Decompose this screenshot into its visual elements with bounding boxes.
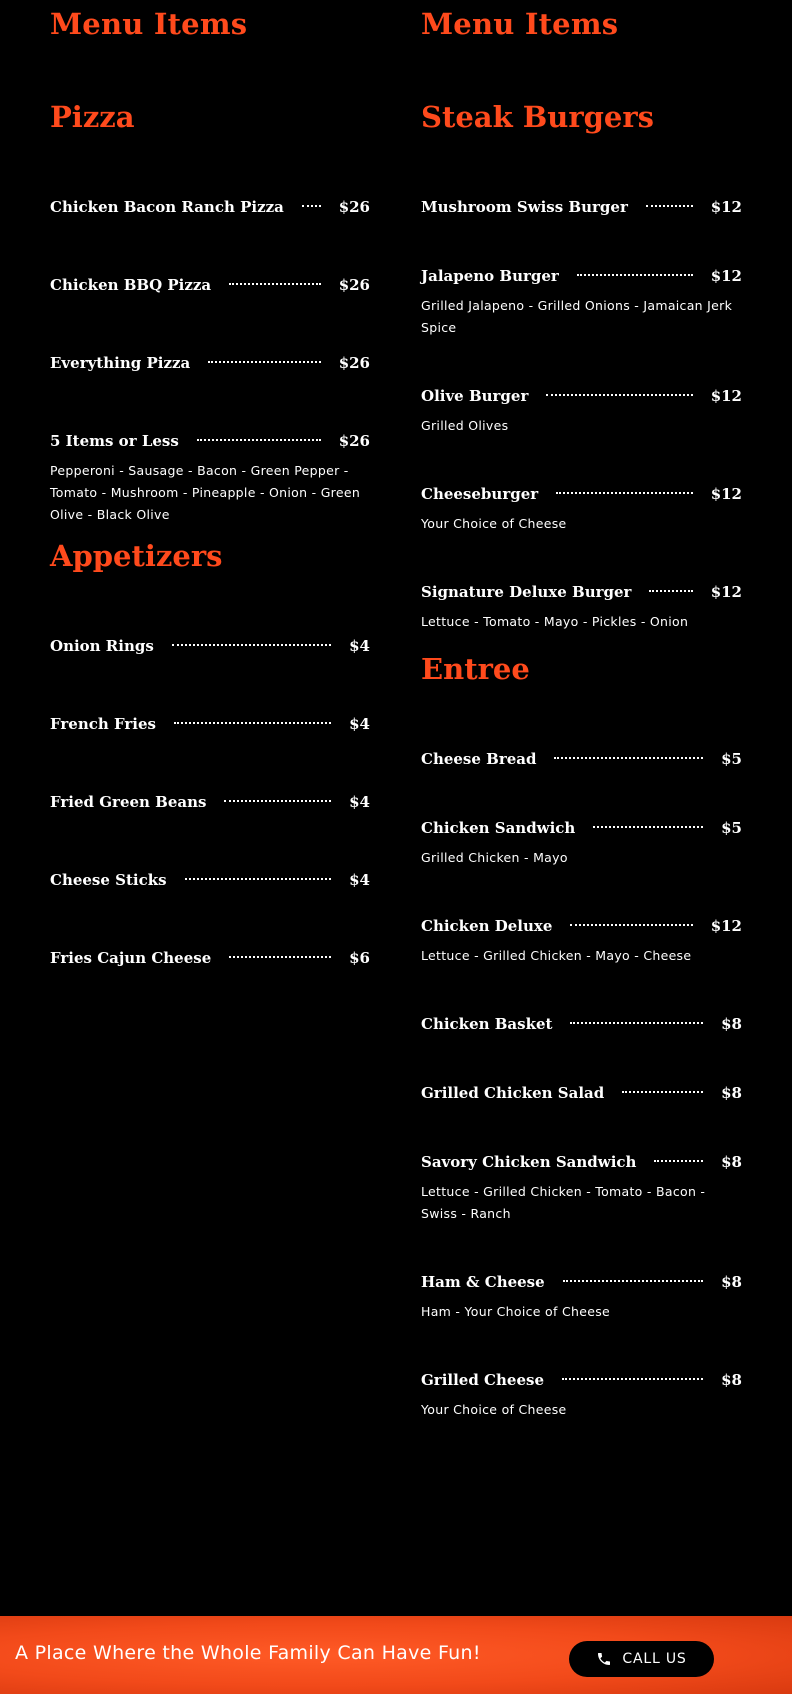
item-name: Chicken BBQ Pizza [50,276,212,294]
menu-item-signature-deluxe-burger [421,580,742,633]
menu-item-row [50,273,370,297]
menu-item-5-items-or-less [50,429,370,526]
item-description: Lettuce - Grilled Chicken - Tomato - Bacon - Swiss - Ranch [421,1184,706,1221]
menu-item-row [421,580,742,604]
item-price: $26 [338,198,370,216]
dotted-leader [172,644,331,646]
item-description: Lettuce - Tomato - Mayo - Pickles - Onion [421,614,689,629]
menu-item-chicken-bbq-pizza [50,273,370,297]
menu-item-row [421,914,742,938]
menu-item-row [50,790,370,814]
item-name: Savory Chicken Sandwich [421,1153,637,1171]
dotted-leader [224,800,331,802]
item-name: Olive Burger [421,387,529,405]
item-price: $4 [349,715,370,733]
item-name: Cheeseburger [421,485,539,503]
item-name: Grilled Chicken Salad [421,1084,605,1102]
item-price: $26 [338,432,370,450]
phone-icon [596,1651,612,1667]
footer-tagline: A Place Where the Whole Family Can Have Fun! [15,1642,481,1664]
menu-item-grilled-chicken-salad [421,1081,742,1105]
dotted-leader [654,1160,703,1162]
menu-item-everything-pizza [50,351,370,375]
menu-item-row [421,384,742,408]
menu-item-row [421,747,742,771]
menu-item-mushroom-swiss-burger [421,195,742,219]
menu-item-cheese-bread [421,747,742,771]
menu-item-row [50,195,370,219]
menu-item-row [50,946,370,970]
dotted-leader [562,1378,703,1380]
section-title: Entree [421,652,530,686]
menu-item-row [421,1081,742,1105]
menu-item-ham-and-cheese [421,1270,742,1323]
menu-item-row [421,264,742,288]
menu-item-grilled-cheese [421,1368,742,1421]
item-price: $12 [710,583,742,601]
menu-item-row [421,1368,742,1392]
item-description: Your Choice of Cheese [421,1402,567,1417]
menu-item-row [50,712,370,736]
item-description: Ham - Your Choice of Cheese [421,1304,611,1319]
item-name: Grilled Cheese [421,1371,544,1389]
item-price: $8 [721,1273,742,1291]
dotted-leader [302,205,321,207]
call-us-label: CALL US [622,1651,687,1667]
item-description: Pepperoni - Sausage - Bacon - Green Pepper - Tomato - Mushroom - Pineapple - Onion - Green Olive - Black Olive [50,463,361,522]
item-name: Chicken Basket [421,1015,553,1033]
menu-title: Menu Items [50,7,248,41]
item-price: $12 [710,267,742,285]
menu-item-cheese-sticks [50,868,370,892]
menu-title: Menu Items [421,7,619,41]
item-price: $12 [710,387,742,405]
item-price: $4 [349,637,370,655]
item-name: French Fries [50,715,156,733]
menu-item-row [421,816,742,840]
item-name: Fried Green Beans [50,793,207,811]
menu-section-pizza [50,99,370,526]
item-description: Grilled Jalapeno - Grilled Onions - Jamaican Jerk Spice [421,298,733,335]
item-name: Everything Pizza [50,354,191,372]
dotted-leader [593,826,703,828]
item-name: Jalapeno Burger [421,267,559,285]
item-name: Fries Cajun Cheese [50,949,212,967]
item-name: Cheese Sticks [50,871,167,889]
item-description: Lettuce - Grilled Chicken - Mayo - Cheese [421,948,692,963]
item-price: $12 [710,485,742,503]
item-price: $4 [349,871,370,889]
dotted-leader [229,956,331,958]
item-name: Onion Rings [50,637,154,655]
dotted-leader [174,722,331,724]
item-name: Chicken Sandwich [421,819,576,837]
menu-item-olive-burger [421,384,742,437]
dotted-leader [570,1022,703,1024]
item-price: $12 [710,198,742,216]
dotted-leader [197,439,321,441]
item-price: $8 [721,1371,742,1389]
menu-item-onion-rings [50,634,370,658]
call-us-button[interactable] [569,1641,714,1677]
left-menu-sections [50,99,370,970]
footer-bar [0,1616,792,1694]
dotted-leader [554,757,703,759]
dotted-leader [229,283,321,285]
menu-item-jalapeno-burger [421,264,742,339]
item-price: $6 [349,949,370,967]
menu-item-french-fries [50,712,370,736]
menu-item-row [421,1012,742,1036]
dotted-leader [185,878,332,880]
dotted-leader [577,274,693,276]
menu-item-row [50,351,370,375]
menu-item-row [50,634,370,658]
menu-item-row [50,429,370,453]
section-title: Steak Burgers [421,100,654,134]
item-name: Cheese Bread [421,750,537,768]
menu-section-appetizers [50,538,370,970]
dotted-leader [646,205,693,207]
menu-item-row [421,195,742,219]
menu-item-fried-green-beans [50,790,370,814]
menu-item-row [421,1150,742,1174]
item-description: Your Choice of Cheese [421,516,567,531]
item-price: $8 [721,1015,742,1033]
left-menu-column [50,0,370,970]
menu-item-row [50,868,370,892]
item-price: $8 [721,1084,742,1102]
item-price: $5 [721,750,742,768]
dotted-leader [546,394,692,396]
item-price: $26 [338,276,370,294]
dotted-leader [208,361,320,363]
menu-item-savory-chicken-sandwich [421,1150,742,1225]
item-price: $26 [338,354,370,372]
dotted-leader [556,492,693,494]
menu-section-entree [421,651,742,1421]
dotted-leader [563,1280,703,1282]
item-name: Chicken Deluxe [421,917,553,935]
item-name: Signature Deluxe Burger [421,583,632,601]
dotted-leader [649,590,692,592]
section-title: Pizza [50,100,135,134]
menu-item-row [421,482,742,506]
item-description: Grilled Chicken - Mayo [421,850,568,865]
menu-item-chicken-sandwich [421,816,742,869]
item-price: $4 [349,793,370,811]
item-name: 5 Items or Less [50,432,179,450]
item-price: $5 [721,819,742,837]
item-description: Grilled Olives [421,418,509,433]
item-price: $12 [710,917,742,935]
dotted-leader [622,1091,703,1093]
menu-item-fries-cajun-cheese [50,946,370,970]
menu-item-chicken-deluxe [421,914,742,967]
menu-item-chicken-basket [421,1012,742,1036]
right-menu-sections [421,99,742,1421]
menu-item-chicken-bacon-ranch-pizza [50,195,370,219]
right-menu-column [421,0,742,1421]
item-price: $8 [721,1153,742,1171]
item-name: Ham & Cheese [421,1273,545,1291]
section-title: Appetizers [50,539,223,573]
menu-item-cheeseburger [421,482,742,535]
menu-section-steak-burgers [421,99,742,633]
item-name: Mushroom Swiss Burger [421,198,628,216]
dotted-leader [570,924,692,926]
menu-item-row [421,1270,742,1294]
item-name: Chicken Bacon Ranch Pizza [50,198,284,216]
